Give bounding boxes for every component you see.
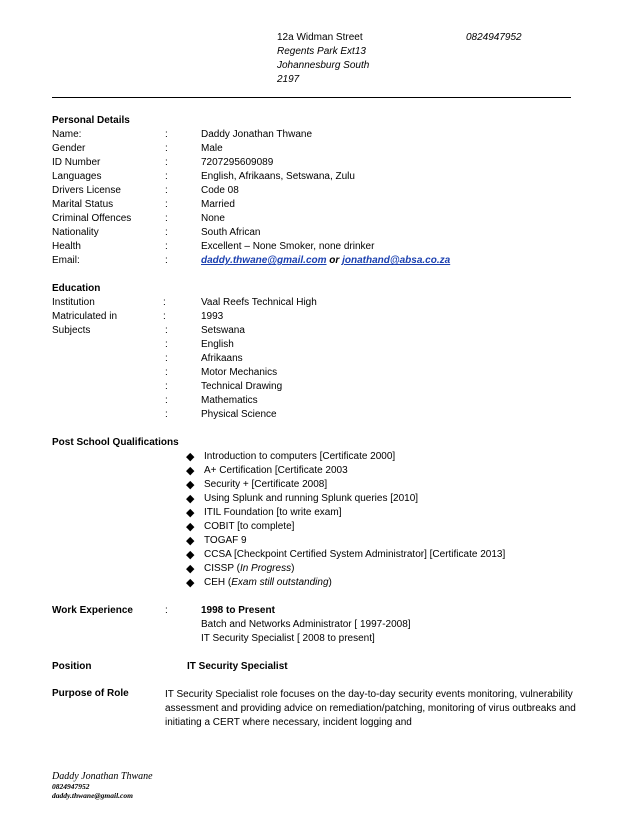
- address-code: 2197: [277, 74, 300, 85]
- detail-value: Daddy Jonathan Thwane: [201, 129, 313, 140]
- subject-value: Mathematics: [201, 395, 258, 406]
- education-row: [52, 310, 582, 324]
- detail-colon: :: [165, 367, 168, 378]
- detail-row: [52, 226, 582, 240]
- detail-row: [52, 184, 582, 198]
- personal-details-heading: Personal Details: [52, 115, 130, 126]
- subject-value: Setswana: [201, 325, 245, 336]
- education-heading: Education: [52, 283, 101, 294]
- qualification-text: CISSP (: [204, 563, 240, 574]
- subject-row: [52, 324, 582, 338]
- subject-value: English: [201, 339, 234, 350]
- position-label: Position: [52, 661, 92, 672]
- footer-name: Daddy Jonathan Thwane: [52, 771, 153, 782]
- qualification-item: [52, 464, 582, 478]
- work-experience-row: [52, 604, 582, 618]
- email-link-absa[interactable]: jonathand@absa.co.za: [342, 255, 451, 266]
- work-role: Batch and Networks Administrator [ 1997-2008]: [201, 619, 411, 630]
- qualification-text: Using Splunk and running Splunk queries [2010]: [204, 493, 419, 504]
- work-role: IT Security Specialist [ 2008 to present]: [201, 633, 375, 644]
- detail-colon: :: [165, 255, 168, 266]
- detail-colon: :: [165, 143, 168, 154]
- footer-phone: 0824947952: [52, 782, 90, 791]
- detail-value: Excellent – None Smoker, none drinker: [201, 241, 375, 252]
- email-label: Email:: [52, 255, 80, 266]
- work-line: [52, 618, 582, 632]
- position-value: IT Security Specialist: [187, 661, 288, 672]
- header-phone: 0824947952: [466, 32, 522, 43]
- diamond-bullet-icon: ◆: [186, 479, 195, 491]
- diamond-bullet-icon: ◆: [186, 493, 195, 505]
- detail-colon: :: [165, 241, 168, 252]
- position-row: [52, 660, 582, 674]
- spacer: [52, 674, 582, 688]
- institution-label: Institution: [52, 297, 95, 308]
- qualification-status: Exam still outstanding: [231, 577, 329, 588]
- email-or: or: [329, 255, 340, 266]
- detail-value: Code 08: [201, 185, 239, 196]
- detail-colon: :: [165, 199, 168, 210]
- detail-colon: :: [165, 213, 168, 224]
- detail-label: Drivers License: [52, 185, 121, 196]
- email-values: [201, 254, 450, 268]
- address-suburb: Regents Park Ext13: [277, 46, 366, 57]
- footer-email: daddy.thwane@gmail.com: [52, 791, 133, 800]
- qualification-text: ): [291, 563, 295, 574]
- detail-row: [52, 142, 582, 156]
- detail-colon: :: [165, 185, 168, 196]
- subject-row: [52, 366, 582, 380]
- subject-row: [52, 338, 582, 352]
- institution-value: Vaal Reefs Technical High: [201, 297, 317, 308]
- detail-row: [52, 156, 582, 170]
- address-street: 12a Widman Street: [277, 32, 363, 43]
- detail-value: Married: [201, 199, 235, 210]
- detail-row: [52, 128, 582, 142]
- detail-colon: :: [165, 325, 168, 336]
- address-block: [277, 31, 369, 87]
- detail-colon: :: [165, 171, 168, 182]
- detail-value: Male: [201, 143, 223, 154]
- email-row: [52, 254, 582, 268]
- detail-colon: :: [165, 227, 168, 238]
- diamond-bullet-icon: ◆: [186, 549, 195, 561]
- detail-label: Health: [52, 241, 81, 252]
- diamond-bullet-icon: ◆: [186, 577, 195, 589]
- detail-value: South African: [201, 227, 261, 238]
- detail-colon: :: [165, 129, 168, 140]
- page-footer: [52, 771, 153, 800]
- detail-label: Languages: [52, 171, 102, 182]
- purpose-label: Purpose of Role: [52, 688, 129, 699]
- detail-label: Gender: [52, 143, 86, 154]
- detail-colon: :: [163, 297, 166, 308]
- personal-details-list: [52, 128, 582, 268]
- qualification-text: ITIL Foundation [to write exam]: [204, 507, 342, 518]
- diamond-bullet-icon: ◆: [186, 535, 195, 547]
- detail-label: Nationality: [52, 227, 99, 238]
- qualification-text: COBIT [to complete]: [204, 521, 295, 532]
- diamond-bullet-icon: ◆: [186, 521, 195, 533]
- diamond-bullet-icon: ◆: [186, 465, 195, 477]
- subject-row: [52, 408, 582, 422]
- address-city: Johannesburg South: [277, 60, 370, 71]
- qualification-text: Introduction to computers [Certificate 2000]: [204, 451, 396, 462]
- header-divider: [52, 97, 571, 98]
- education-row: [52, 296, 582, 310]
- subject-value: Physical Science: [201, 409, 277, 420]
- subject-row: [52, 352, 582, 366]
- diamond-bullet-icon: ◆: [186, 563, 195, 575]
- qualification-item: [52, 506, 582, 520]
- qualification-item: [52, 562, 582, 576]
- work-experience-label: Work Experience: [52, 605, 133, 616]
- matric-value: 1993: [201, 311, 224, 322]
- qualification-item: [52, 548, 582, 562]
- detail-colon: :: [165, 339, 168, 350]
- email-link-gmail[interactable]: daddy.thwane@gmail.com: [201, 255, 327, 266]
- detail-colon: :: [165, 381, 168, 392]
- subject-row: [52, 394, 582, 408]
- detail-label: Name:: [52, 129, 82, 140]
- qualification-item: [52, 534, 582, 548]
- purpose-row: [52, 688, 582, 730]
- subjects-label: Subjects: [52, 325, 91, 336]
- subject-value: Afrikaans: [201, 353, 243, 364]
- detail-colon: :: [163, 311, 166, 322]
- qualification-item: [52, 520, 582, 534]
- detail-label: ID Number: [52, 157, 101, 168]
- detail-row: [52, 170, 582, 184]
- qualification-text: Security + [Certificate 2008]: [204, 479, 328, 490]
- detail-value: None: [201, 213, 225, 224]
- diamond-bullet-icon: ◆: [186, 451, 195, 463]
- qualification-text: TOGAF 9: [204, 535, 247, 546]
- detail-value: 7207295609089: [201, 157, 274, 168]
- detail-colon: :: [165, 409, 168, 420]
- qualification-text: CEH (: [204, 577, 232, 588]
- spacer: [52, 422, 582, 436]
- detail-value: English, Afrikaans, Setswana, Zulu: [201, 171, 355, 182]
- matric-label: Matriculated in: [52, 311, 118, 322]
- spacer: [52, 268, 582, 282]
- spacer: [52, 590, 582, 604]
- detail-colon: :: [165, 395, 168, 406]
- detail-label: Marital Status: [52, 199, 114, 210]
- qualification-text: CCSA [Checkpoint Certified System Administrator] [Certificate 2013]: [204, 549, 506, 560]
- qualification-item: [52, 450, 582, 464]
- purpose-text: IT Security Specialist role focuses on the day-to-day security events monitoring, vulnerability assessment and providing advice on remediation/patching, monitoring of virus outbreaks and initiating a CERT where necessary, incident logging and: [165, 689, 576, 728]
- detail-colon: :: [165, 157, 168, 168]
- subject-row: [52, 380, 582, 394]
- qualification-status: In Progress: [239, 563, 292, 574]
- qualification-item: [52, 492, 582, 506]
- post-school-heading: Post School Qualifications: [52, 437, 179, 448]
- detail-row: [52, 240, 582, 254]
- spacer: [52, 646, 582, 660]
- detail-label: Criminal Offences: [52, 213, 132, 224]
- qualification-item: [52, 478, 582, 492]
- detail-colon: :: [165, 605, 168, 616]
- work-period: 1998 to Present: [201, 605, 275, 616]
- qualification-text: ): [328, 577, 332, 588]
- detail-row: [52, 198, 582, 212]
- subject-value: Technical Drawing: [201, 381, 283, 392]
- detail-colon: :: [165, 353, 168, 364]
- work-line: [52, 632, 582, 646]
- subject-value: Motor Mechanics: [201, 367, 278, 378]
- qualification-text: A+ Certification [Certificate 2003: [204, 465, 348, 476]
- resume-body: [52, 114, 582, 730]
- qualification-item: [52, 576, 582, 590]
- detail-row: [52, 212, 582, 226]
- diamond-bullet-icon: ◆: [186, 507, 195, 519]
